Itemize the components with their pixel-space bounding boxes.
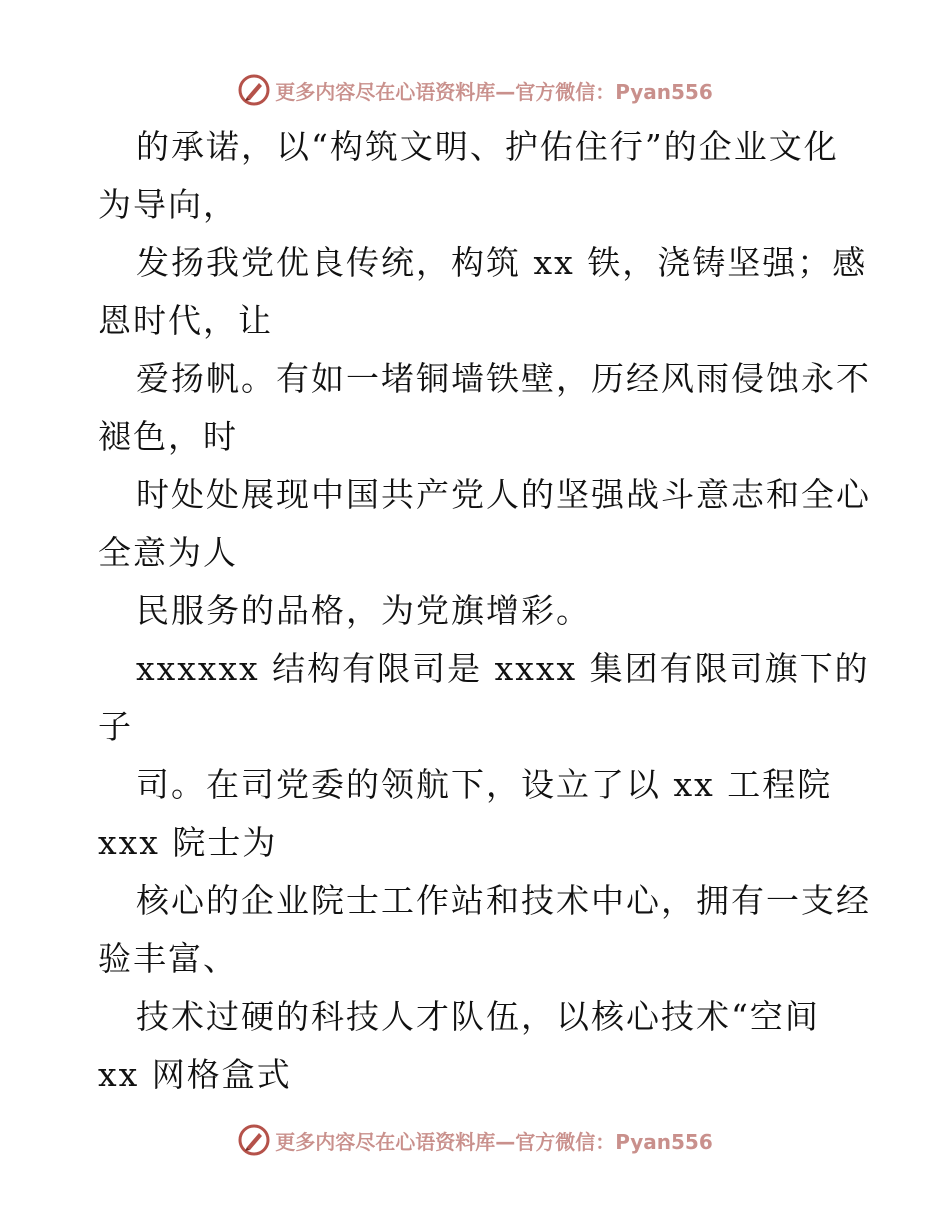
body-line: 恩时代，让 (98, 301, 273, 340)
body-line: 时处处展现中国共产党人的坚强战斗意志和全心 (136, 475, 871, 514)
body-line: 为导向， (98, 185, 238, 224)
body-line: xxx 院士为 (98, 823, 278, 862)
body-line: 褪色，时 (98, 417, 238, 456)
body-line: 全意为人 (98, 533, 238, 572)
pen-logo-icon (237, 1123, 271, 1157)
body-line: 技术过硬的科技人才队伍，以核心技术“空间 (136, 997, 820, 1036)
body-line: 司。在司党委的领航下，设立了以 xx 工程院 (136, 765, 833, 804)
body-line: xxxxxx 结构有限司是 xxxx 集团有限司旗下的 (136, 649, 870, 688)
pen-logo-icon (237, 73, 271, 107)
header-banner-text: 更多内容尽在心语资料库—官方微信：Pyan556 (275, 79, 713, 104)
body-line: 子 (98, 707, 133, 746)
footer-banner (0, 1120, 950, 1160)
body-line: xx 网格盒式 (98, 1055, 292, 1094)
body-line: 的承诺，以“构筑文明、护佑住行”的企业文化 (136, 127, 839, 166)
footer-banner-text: 更多内容尽在心语资料库—官方微信：Pyan556 (275, 1129, 713, 1154)
body-line: 验丰富、 (98, 939, 238, 978)
header-banner (0, 70, 950, 110)
body-line: 发扬我党优良传统，构筑 xx 铁，浇铸坚强；感 (136, 243, 868, 282)
body-line: 爱扬帆。有如一堵铜墙铁壁，历经风雨侵蚀永不 (136, 359, 871, 398)
body-line: 核心的企业院士工作站和技术中心，拥有一支经 (136, 881, 871, 920)
body-line: 民服务的品格，为党旗增彩。 (136, 591, 591, 630)
